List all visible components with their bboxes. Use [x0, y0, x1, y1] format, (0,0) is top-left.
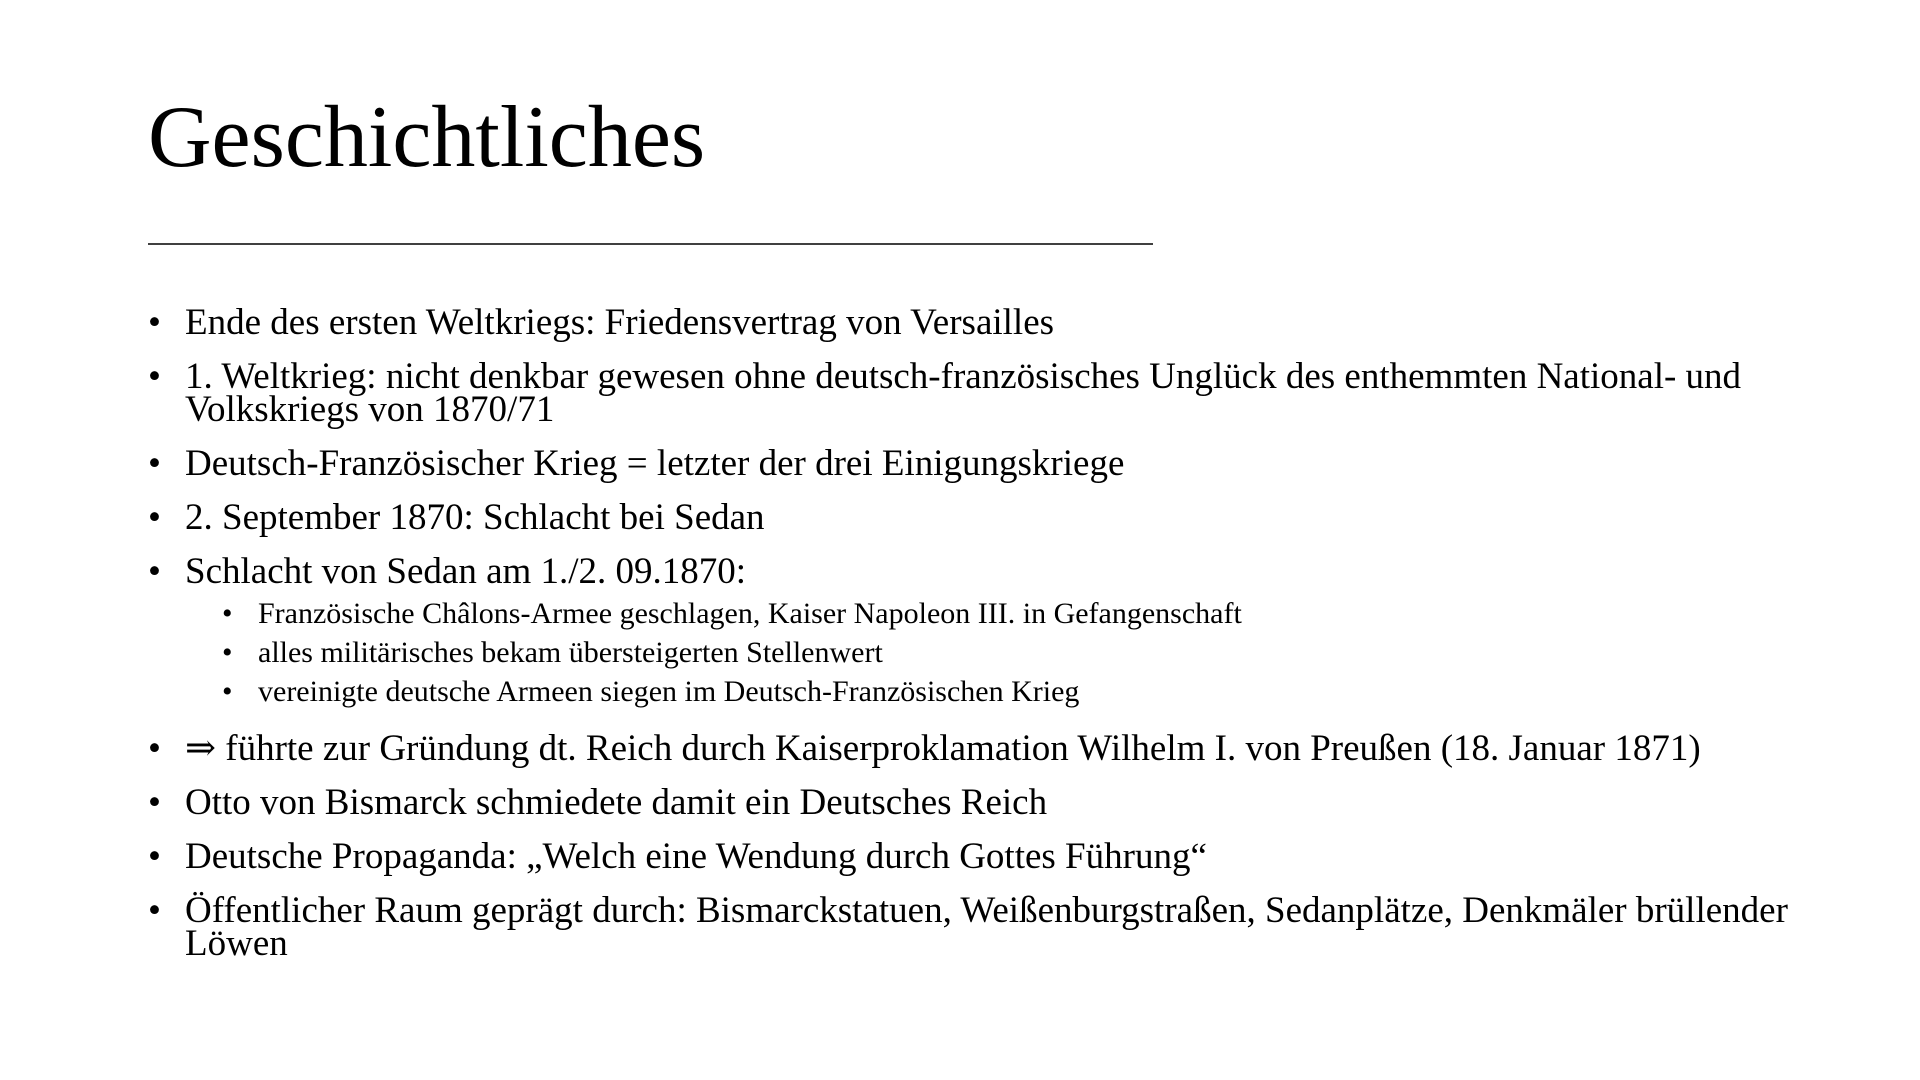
bullet-item: [148, 836, 1808, 877]
bullet-text: Deutsch-Französischer Krieg = letzter der drei Einigungskriege: [185, 443, 1125, 484]
slide-title: Geschichtliches: [148, 89, 706, 186]
sub-bullet-text: Französische Châlons-Armee geschlagen, Kaiser Napoleon III. in Gefangenschaft: [258, 597, 1242, 630]
bullet-icon: •: [148, 356, 161, 397]
bullet-item: [148, 890, 1808, 964]
sub-bullet-item: [185, 672, 1808, 711]
bullet-icon: •: [148, 302, 161, 343]
bullet-item: [148, 728, 1808, 769]
bullet-item: [148, 356, 1808, 430]
bullet-text: Schlacht von Sedan am 1./2. 09.1870:: [185, 551, 747, 592]
bullet-icon: •: [148, 443, 161, 484]
bullet-icon: •: [148, 782, 161, 823]
bullet-text: Deutsche Propaganda: „Welch eine Wendung durch Gottes Führung“: [185, 836, 1207, 877]
bullet-text: Öffentlicher Raum geprägt durch: Bismarckstatuen, Weißenburgstraßen, Sedanplätze, Denkmäler brüllender Löwen: [185, 890, 1788, 964]
bullet-text: 1. Weltkrieg: nicht denkbar gewesen ohne deutsch-französisches Unglück des enthemmten National- und Volkskriegs von 1870/71: [185, 356, 1742, 430]
bullet-item: [148, 782, 1808, 823]
sub-bullet-icon: •: [222, 636, 233, 669]
sub-bullet-text: alles militärisches bekam übersteigerten Stellenwert: [258, 636, 883, 669]
bullet-text: Ende des ersten Weltkriegs: Friedensvertrag von Versailles: [185, 302, 1055, 343]
sub-bullet-item: [185, 633, 1808, 672]
bullet-item: [148, 443, 1808, 484]
bullet-text: Otto von Bismarck schmiedete damit ein Deutsches Reich: [185, 782, 1048, 823]
sub-bullet-icon: •: [222, 597, 233, 630]
bullet-icon: •: [148, 551, 161, 592]
bullet-item: [148, 497, 1808, 538]
bullet-item: [148, 302, 1808, 343]
sub-bullet-text: vereinigte deutsche Armeen siegen im Deutsch-Französischen Krieg: [258, 675, 1080, 708]
sub-bullet-list: [185, 594, 1808, 711]
bullet-icon: •: [148, 890, 161, 931]
bullet-item: [148, 551, 1808, 711]
bullet-icon: •: [148, 836, 161, 877]
bullet-text: ⇒ führte zur Gründung dt. Reich durch Kaiserproklamation Wilhelm I. von Preußen (18. Januar 1871): [185, 728, 1701, 769]
sub-bullet-item: [185, 594, 1808, 633]
title-underline: [148, 243, 1153, 245]
bullet-icon: •: [148, 497, 161, 538]
sub-bullet-icon: •: [222, 675, 233, 708]
bullet-text: 2. September 1870: Schlacht bei Sedan: [185, 497, 765, 538]
bullet-icon: •: [148, 728, 161, 769]
bullet-list: [148, 302, 1808, 981]
